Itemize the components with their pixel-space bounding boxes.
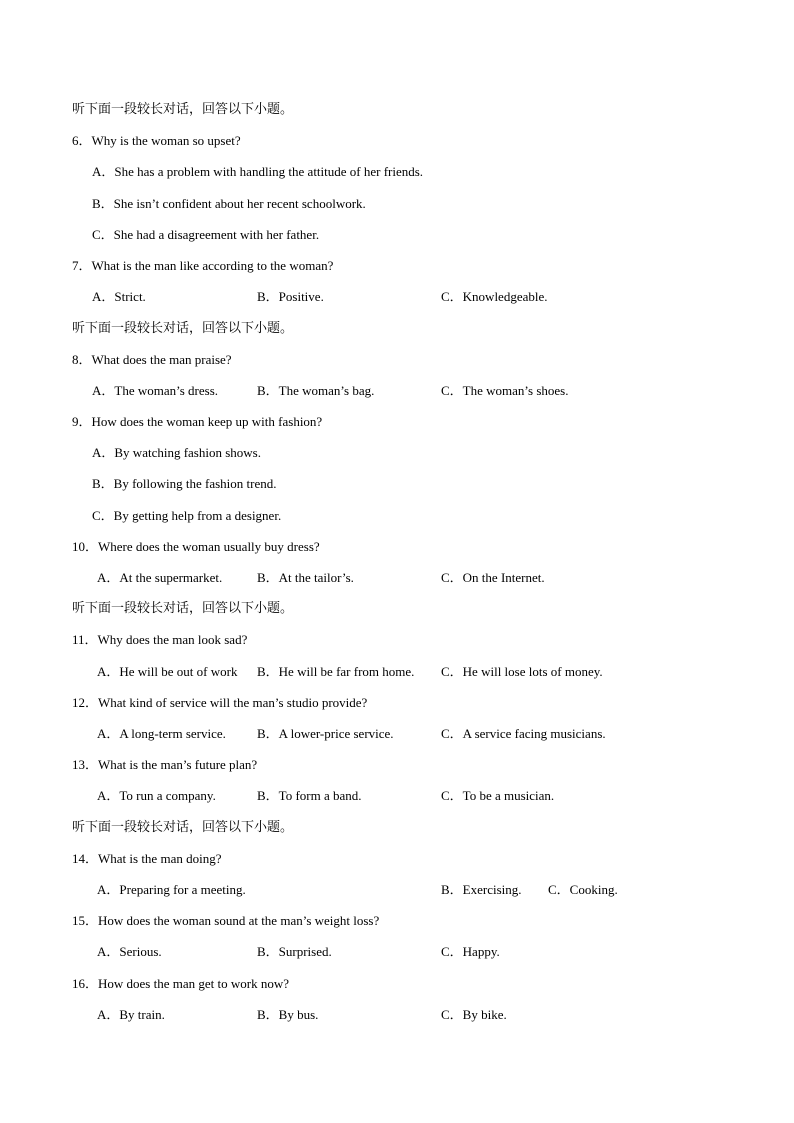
option-c: C．By getting help from a designer.: [92, 508, 282, 523]
question-stem: 9．How does the woman keep up with fashion?: [72, 414, 323, 429]
option-b: B．A lower-price service.: [257, 726, 394, 741]
question-stem: 8．What does the man praise?: [72, 352, 232, 367]
option-a: A．To run a company.: [97, 788, 216, 803]
option-c: C．She had a disagreement with her father.: [92, 227, 320, 242]
question-stem: 14．What is the man doing?: [72, 851, 222, 866]
option-b: B．By following the fashion trend.: [92, 476, 277, 491]
option-b: B．At the tailor’s.: [257, 570, 354, 585]
option-c: C．On the Internet.: [441, 570, 545, 585]
option-a: A．By train.: [97, 1007, 165, 1022]
option-b: B．Positive.: [257, 289, 324, 304]
option-a: A．The woman’s dress.: [92, 383, 219, 398]
option-a: A．She has a problem with handling the attitude of her friends.: [92, 164, 424, 179]
option-c: C．To be a musician.: [441, 788, 555, 803]
option-b: B．To form a band.: [257, 788, 362, 803]
section-heading: 听下面一段较长对话，回答以下小题。: [72, 321, 294, 336]
option-b: B．By bus.: [257, 1007, 319, 1022]
option-c: C．By bike.: [441, 1007, 507, 1022]
section-heading: 听下面一段较长对话，回答以下小题。: [72, 102, 294, 117]
question-stem: 11．Why does the man look sad?: [72, 632, 248, 647]
option-a: A．A long-term service.: [97, 726, 226, 741]
option-c: C．Knowledgeable.: [441, 289, 548, 304]
question-stem: 15．How does the woman sound at the man’s weight loss?: [72, 913, 380, 928]
question-stem: 13．What is the man’s future plan?: [72, 757, 258, 772]
option-c: C．A service facing musicians.: [441, 726, 606, 741]
option-a: A．Strict.: [92, 289, 146, 304]
option-a: A．He will be out of work: [97, 664, 238, 679]
option-b: B．Exercising.: [441, 882, 522, 897]
option-a: A．At the supermarket.: [97, 570, 223, 585]
section-heading: 听下面一段较长对话，回答以下小题。: [72, 820, 294, 835]
question-stem: 12．What kind of service will the man’s studio provide?: [72, 695, 368, 710]
option-b: B．He will be far from home.: [257, 664, 415, 679]
section-heading: 听下面一段较长对话，回答以下小题。: [72, 601, 294, 616]
option-c: C．Cooking.: [548, 882, 618, 897]
option-c: C．Happy.: [441, 944, 500, 959]
option-b: B．She isn’t confident about her recent schoolwork.: [92, 196, 366, 211]
option-c: C．He will lose lots of money.: [441, 664, 603, 679]
option-a: A．Serious.: [97, 944, 162, 959]
option-a: A．Preparing for a meeting.: [97, 882, 246, 897]
option-a: A．By watching fashion shows.: [92, 445, 261, 460]
question-stem: 6．Why is the woman so upset?: [72, 133, 241, 148]
option-b: B．Surprised.: [257, 944, 332, 959]
question-stem: 7．What is the man like according to the woman?: [72, 258, 334, 273]
question-stem: 16．How does the man get to work now?: [72, 976, 289, 991]
question-stem: 10．Where does the woman usually buy dress?: [72, 539, 320, 554]
option-b: B．The woman’s bag.: [257, 383, 375, 398]
option-c: C．The woman’s shoes.: [441, 383, 569, 398]
